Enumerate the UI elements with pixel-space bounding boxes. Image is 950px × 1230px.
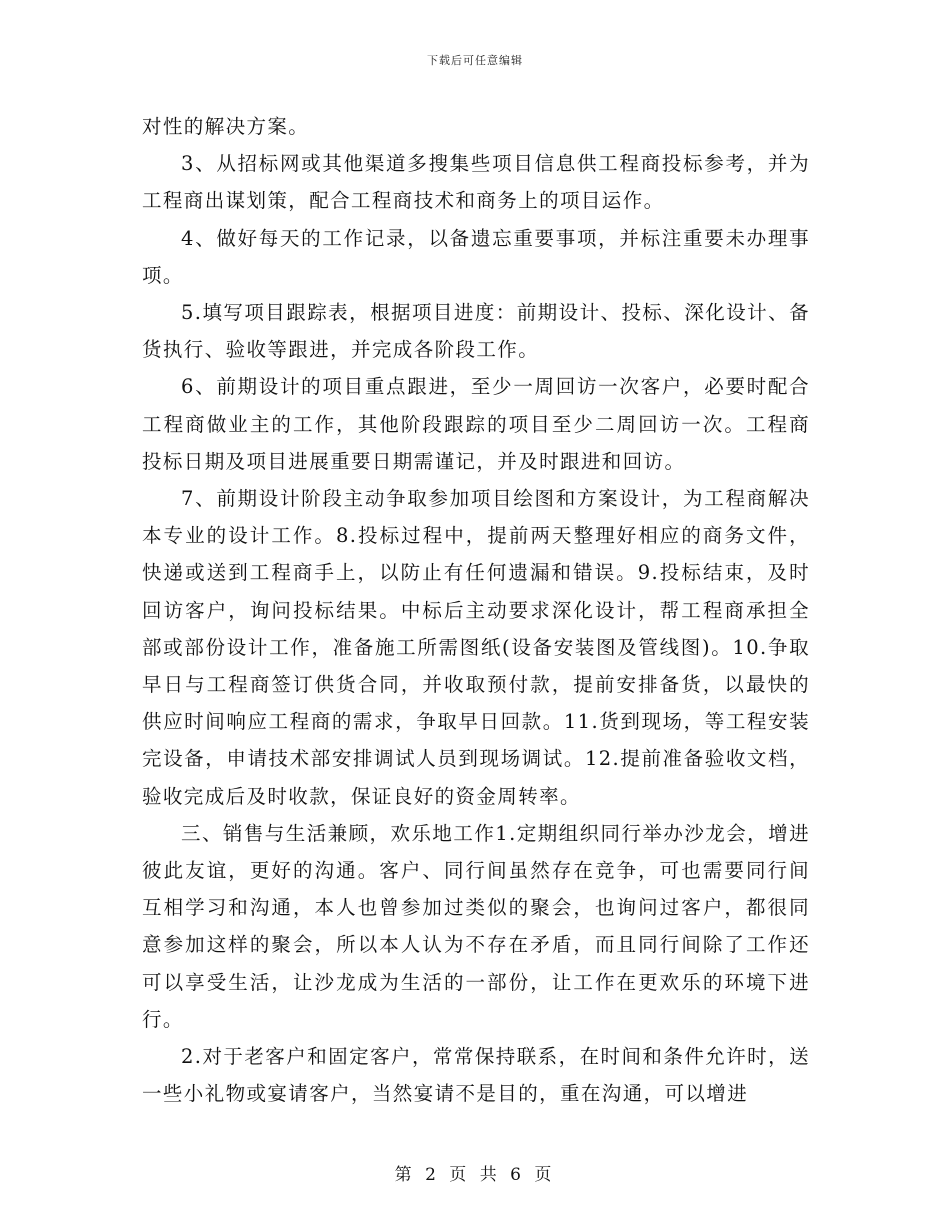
paragraph: 3、从招标网或其他渠道多搜集些项目信息供工程商投标参考，并为工程商出谋划策，配合工程商技术和商务上的项目运作。 xyxy=(142,152,810,213)
page-number-footer: 第 2 页 共 6 页 xyxy=(394,1165,556,1185)
paragraph: 5.填写项目跟踪表，根据项目进度：前期设计、投标、深化设计、备货执行、验收等跟进，并完成各阶段工作。 xyxy=(142,301,810,362)
paragraph: 7、前期设计阶段主动争取参加项目绘图和方案设计，为工程商解决本专业的设计工作。8.投标过程中，提前两天整理好相应的商务文件，快递或送到工程商手上，以防止有任何遗漏和错误。9.投标结束，及时回访客户，询问投标结果。中标后主动要求深化设计，帮工程商承担全部或部份设计工作，准备施工所需图纸(设备安装图及管线图)。10.争取早日与工程商签订供货合同，并收取预付款，提前安排备货，以最快的供应时间响应工程商的需求，争取早日回款。11.货到现场，等工程安装完设备，申请技术部安排调试人员到现场调试。12.提前准备验收文档，验收完成后及时收款，保证良好的资金周转率。 xyxy=(142,487,810,808)
page-header: 下载后可任意编辑 xyxy=(427,54,523,67)
paragraph: 6、前期设计的项目重点跟进，至少一周回访一次客户，必要时配合工程商做业主的工作，其他阶段跟踪的项目至少二周回访一次。工程商投标日期及项目进展重要日期需谨记，并及时跟进和回访。 xyxy=(142,375,810,473)
paragraph: 对性的解决方案。 xyxy=(142,115,310,138)
paragraph: 2.对于老客户和固定客户，常常保持联系，在时间和条件允许时，送一些小礼物或宴请客户，当然宴请不是目的，重在沟通，可以增进 xyxy=(142,1045,810,1106)
paragraph: 三、销售与生活兼顾，欢乐地工作1.定期组织同行举办沙龙会，增进彼此友谊，更好的沟通。客户、同行间虽然存在竞争，可也需要同行间互相学习和沟通，本人也曾参加过类似的聚会，也询问过客户，都很同意参加这样的聚会，所以本人认为不存在矛盾，而且同行间除了工作还可以享受生活，让沙龙成为生活的一部份，让工作在更欢乐的环境下进行。 xyxy=(142,821,810,1031)
paragraph: 4、做好每天的工作记录，以备遗忘重要事项，并标注重要未办理事项。 xyxy=(142,226,810,287)
document-body xyxy=(142,108,810,1112)
